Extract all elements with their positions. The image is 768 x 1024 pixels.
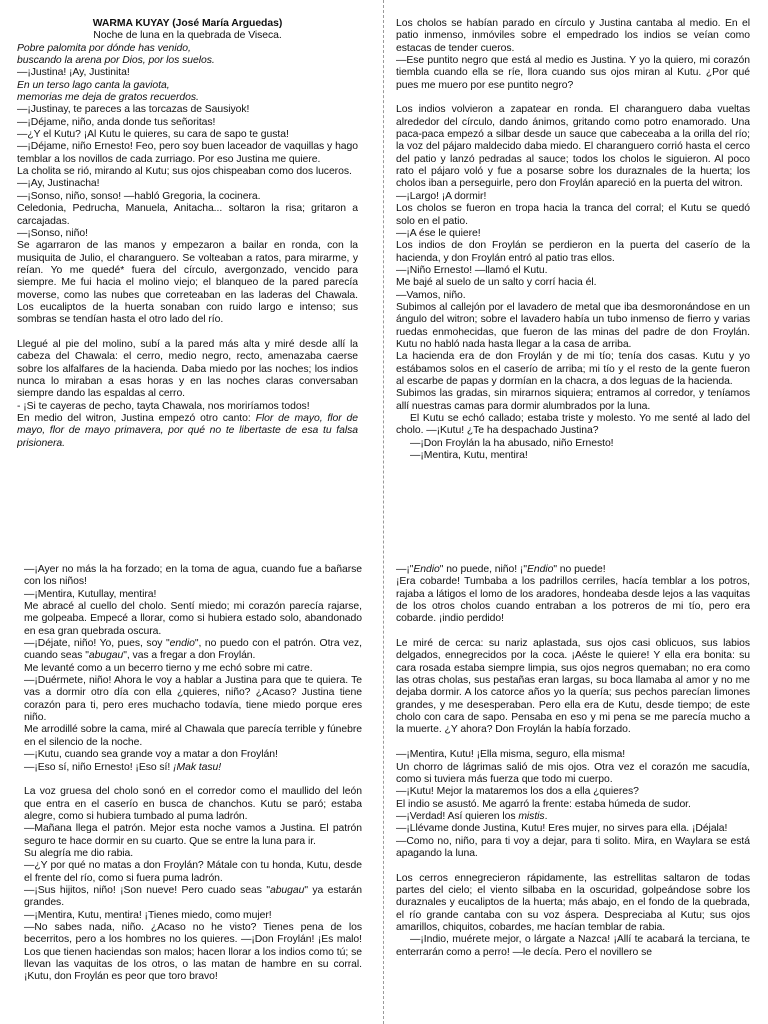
text-block-top-left (17, 18, 358, 528)
document-title: WARMA KUYAY (José María Arguedas) (92, 18, 283, 29)
paragraph: —¡Mentira, Kutu, mentira! (410, 450, 528, 462)
paragraph-gap (396, 737, 750, 749)
paragraph (24, 762, 362, 774)
paragraph: —¡Ay, Justinacha! (17, 178, 100, 190)
italic-phrase: Flor de mayo, flor de mayo, flor de mayo primavera, por qué no te libertaste de esa tu falsa prisionera. (17, 413, 358, 449)
paragraph: Me bajé al suelo de un salto y corrí hacia él. (396, 277, 597, 289)
paragraph: Pobre palomita por dónde has venido, (17, 42, 191, 54)
paragraph: Los cerros ennegrecieron rápidamente, las estrellitas saltaron de todas partes del cielo; el viento silbaba en la oscuridad, golpeándose sobre los duraznales y eucaliptos de la huerta; más abajo, en el fondo de la quebrada, el río grande cantaba con su voz áspera. Despreciaba al Kutu; sus ojos amarillos, chiquitos, cobardes, me hacían temblar de rabia. (396, 872, 750, 933)
text-block-bottom-right (396, 564, 750, 1024)
paragraph: —¡Déjame, niño Ernesto! Feo, pero soy buen laceador de vaquillas y hago temblar a los novillos de cada zurriago. Por eso Justina me quiere. (17, 141, 358, 165)
paragraph-gap (396, 626, 750, 638)
paragraph: —No sabes nada, niño. ¿Acaso no he visto? Tienes pena de los becerritos, pero a los hombres no los quieres. —¡Don Froylán! ¡Es malo! Los que tienen haciendas son malos; hacen llorar a los indios como tú; se llevan las vaquitas de los otros, o las matan de hambre en su corral. ¡Kutu, don Froylán es peor que toro bravo! (24, 921, 362, 983)
paragraph: La hacienda era de don Froylán y de mi tío; tenía dos casas. Kutu y yo estábamos solos en el caserío de arriba; mi tío y el resto de la gente fueron al escarbe de papas y dormían en la chacra, a dos leguas de la hacienda. (396, 351, 750, 387)
paragraph: El Kutu se echó callado; estaba triste y molesto. Yo me senté al lado del cholo. —¡Kutu! ¿Te ha despachado Justina? (396, 413, 750, 437)
text-run: —¡Verdad! Así quieren los (396, 810, 519, 822)
paragraph: Se agarraron de las manos y empezaron a bailar en ronda, con la musiquita de Julio, el charanguero. Se volteaban a ratos, para mirarme, y reían. Yo me quedé* fuera del círculo, avergonzado, vencido para siempre. Me fui hacia el molino viejo; el blanqueo de la pared parecía moverse, como las nubes que correteaban en las laderas del Chawala. Los eucaliptos de la huerta sonaban con ruido largo e intenso; sus sombras se tendían hasta el otro lado del río. (17, 240, 358, 326)
paragraph: Noche de luna en la quebrada de Viseca. (93, 30, 282, 42)
paragraph: Me levanté como a un becerro tierno y me echó sobre mi catre. (24, 662, 313, 674)
text-run: —¡Déjate, niño! Yo, pues, soy " (24, 638, 170, 650)
paragraph: El indio se asustó. Me agarró la frente: estaba húmeda de sudor. (396, 798, 691, 810)
text-run: —¡Eso sí, niño Ernesto! ¡Eso sí! (24, 761, 174, 773)
text-run: En medio del witron, Justina empezó otro canto: (17, 413, 256, 424)
paragraph-gap (396, 92, 750, 104)
paragraph: memorias me deja de gratos recuerdos. (17, 92, 199, 104)
text-run: " ya estarán grandes. (24, 884, 362, 909)
paragraph: —¡Mentira, Kutu, mentira! ¡Tienes miedo, como mujer! (24, 909, 272, 921)
paragraph: buscando la arena por Dios, por los suelos. (17, 55, 215, 67)
text-run: ", no puedo con el patrón. Otra vez, cuando seas " (24, 638, 362, 662)
paragraph: —¡Mentira, Kutullay, mentira! (24, 588, 157, 600)
text-run: " no puede, niño! ¡" (439, 564, 527, 575)
paragraph: —Mañana llega el patrón. Mejor esta noche vamos a Justina. El patrón seguro te hace dormir en su cuarto. Que se entre la luna para ir. (24, 823, 362, 847)
paragraph: —Como no, niño, para ti voy a dejar, para ti solito. Mira, en Waylara se está apagando la luna. (396, 835, 750, 859)
paragraph (17, 413, 358, 450)
paragraph: Me arrodillé sobre la cama, miré al Chawala que parecía terrible y fúnebre en el silencio de la noche. (24, 724, 362, 748)
text-body (396, 564, 750, 959)
paragraph: Su alegría me dio rabia. (24, 847, 134, 859)
paragraph: —Vamos, niño. (396, 289, 466, 301)
text-run: . (544, 810, 548, 822)
text-block-top-right (396, 18, 750, 528)
text-run: —¡Sus hijitos, niño! ¡Son nueve! Pero cuado seas " (24, 884, 270, 896)
paragraph: En un terso lago canta la gaviota, (17, 79, 170, 91)
paragraph: ¡Era cobarde! Tumbaba a los padrillos cerriles, hacía temblar a los potros, rajaba a látigos el lomo de los aradores, hondeaba desde lejos a las vaquitas de los otros cholos cuando entraban a los potreros de mi tío, pero era cobarde. ¡indio perdido! (396, 576, 750, 625)
italic-phrase: Endio (413, 564, 440, 575)
paragraph: Los indios de don Froylán se perdieron en la puerta del caserío de la hacienda, y don Froylán entró al patio tras ellos. (396, 240, 750, 264)
paragraph: —¡Kutu! Mejor la mataremos los dos a ella ¿quieres? (396, 786, 639, 798)
paragraph: —¡Indio, muérete mejor, o lárgate a Nazca! ¡Allí te acabará la terciana, te enterrarán como a perro! —le decía. Pero el novillero se (396, 934, 750, 958)
text-body (24, 564, 362, 984)
paragraph: —¡A ése le quiere! (396, 227, 481, 239)
text-run: ", vas a fregar a don Froylán. (123, 650, 256, 662)
paragraph: Subimos al callejón por el lavadero de metal que iba desmoronándose en un ángulo del witron; sobre el lavadero había un tubo inmenso de fierro y varias ruedas enmohecidas, que fueron de las minas del padre de don Froylán. Kutu no habló nada hasta llegar a la casa de arriba. (396, 301, 750, 350)
paragraph: Me abracé al cuello del cholo. Sentí miedo; mi corazón parecía rajarse, me golpeaba. Empecé a llorar, como si hubiera estado solo, abandonado en esa gran quebrada oscura. (24, 601, 362, 637)
paragraph (396, 564, 750, 576)
paragraph: —¿Y por qué no matas a don Froylán? Mátale con tu honda, Kutu, desde el frente del río, como si fuera puma ladrón. (24, 860, 362, 884)
paragraph: —¡Niño Ernesto! —llamó el Kutu. (396, 264, 548, 276)
paragraph-gap (396, 860, 750, 872)
text-run: " no puede! (553, 564, 606, 575)
column-divider (383, 0, 385, 1024)
paragraph (24, 638, 362, 663)
paragraph: —¡Duérmete, niño! Ahora le voy a hablar a Justina para que te quiera. Te vas a dormir otro día con ella ¿quieres, niño? ¿Acaso? Justina tiene corazón para ti, pero eres muchacho todavía, tiene miedo porque eres niño. (24, 675, 362, 724)
paragraph: —¡Llévame donde Justina, Kutu! Eres mujer, no sirves para ella. ¡Déjala! (396, 823, 728, 835)
paragraph: Le miré de cerca: su nariz aplastada, sus ojos casi oblicuos, sus labios delgados, ennegrecidos por la coca. ¡Aéste le quiere! Y ella era bonita: su cara rosada estaba siempre limpia, sus ojos negros quemaban; no era como las otras cholas, sus pestañas eran largas, su boca llamaba al amor y no me dejaba dormir. A los catorce años yo la quería; sus pechos parecían limones grandes, y me desesperaban. Pero ella era de Kutu, desde tiempo; de este cholo con cara de sapo. Pensaba en eso y mi pena se me parecía mucho a la muerte. ¿Y ahora? Don Froylán la había forzado. (396, 638, 750, 736)
paragraph: La cholita se rió, mirando al Kutu; sus ojos chispeaban como dos luceros. (17, 166, 352, 178)
paragraph: —¡Mentira, Kutu! ¡Ella misma, seguro, ella misma! (396, 749, 626, 761)
italic-phrase: endio (169, 638, 195, 650)
paragraph: —¡Sonso, niño! (17, 227, 88, 239)
italic-phrase: Endio (526, 564, 554, 575)
paragraph: Los cholos se habían parado en círculo y Justina cantaba al medio. En el patio inmenso, inmóviles sobre el empedrado los indios se veían como estacas de tender cueros. (396, 18, 750, 54)
paragraph: La voz gruesa del cholo sonó en el corredor como el maullido del león que entra en el caserío en busca de chanchos. Kutu se paró; estaba alegre, como si hubiera tumbado al puma ladrón. (24, 786, 362, 822)
paragraph: Subimos las gradas, sin mirarnos siquiera; entramos al corredor, y teníamos allí nuestras camas para dormir alumbrados por la luna. (396, 388, 750, 412)
paragraph: —¡Largo! ¡A dormir! (396, 190, 487, 202)
text-body (396, 18, 750, 462)
paragraph: —¡Justina! ¡Ay, Justinita! (17, 67, 130, 79)
paragraph (396, 811, 750, 823)
paragraph (24, 885, 362, 910)
italic-phrase: abugau (269, 884, 305, 896)
paragraph: —¡Kutu, cuando sea grande voy a matar a don Froylán! (24, 749, 278, 761)
paragraph-gap (17, 327, 358, 339)
paragraph: —¡Justinay, te pareces a las torcazas de Sausiyok! (17, 104, 250, 116)
text-body (17, 30, 358, 450)
paragraph: Los indios volvieron a zapatear en ronda. El charanguero daba vueltas alrededor del círculo, dando ánimos, gritando como potro enamorado. Una paca-paca empezó a silbar desde un sauce que cabeceaba a la orilla del río; la voz del pájaro maldecido daba miedo. El charanguero corrió hasta el cerco del patio y lanzó pedradas al sauce; todos los cholos le siguieron. Al poco rato el pájaro voló y fue a posarse sobre los duraznales de la huerta; los cholos iban a perseguirle, pero don Froylán apareció en la puerta del witron. (396, 104, 750, 190)
paragraph: Los cholos se fueron en tropa hacia la tranca del corral; el Kutu se quedó solo en el patio. (396, 203, 750, 227)
text-block-bottom-left (24, 564, 362, 1024)
paragraph: —¿Y el Kutu? ¡Al Kutu le quieres, su cara de sapo te gusta! (17, 129, 289, 141)
paragraph: Un chorro de lágrimas salió de mis ojos. Otra vez el corazón me sacudía, como si tuviera más fuerza que todo mi cuerpo. (396, 761, 750, 785)
paragraph: - ¡Si te cayeras de pecho, tayta Chawala, nos moriríamos todos! (17, 400, 310, 412)
paragraph: —¡Déjame, niño, anda donde tus señoritas! (17, 116, 216, 128)
text-run: —¡" (396, 564, 414, 575)
paragraph: —¡Ayer no más la ha forzado; en la toma de agua, cuando fue a bañarse con los niños! (24, 564, 362, 588)
italic-phrase: abugau (88, 650, 124, 662)
paragraph: —¡Sonso, niño, sonso! —habló Gregoria, la cocinera. (17, 190, 261, 202)
italic-phrase: mistis (518, 810, 545, 822)
paragraph-gap (24, 774, 362, 786)
paragraph: —¡Don Froylán la ha abusado, niño Ernesto! (410, 437, 614, 449)
paragraph: Celedonia, Pedrucha, Manuela, Anitacha... soltaron la risa; gritaron a carcajadas. (17, 203, 358, 227)
italic-phrase: ¡Mak tasu! (173, 761, 222, 773)
paragraph: Llegué al pie del molino, subí a la pared más alta y miré desde allí la cabeza del Chawala: el cerro, medio negro, recto, amenazaba caerse sobre los alfalfares de la hacienda. Daba miedo por las noches; los indios nunca lo miraban a esas horas y en las noches claras conversaban siempre dando las espaldas al cerro. (17, 338, 358, 400)
paragraph: —Ese puntito negro que está al medio es Justina. Y yo la quiero, mi corazón tiembla cuando ella se ríe, llora cuando sus ojos miran al Kutu. ¿Por qué pues me muero por ese puntito negro? (396, 55, 750, 91)
